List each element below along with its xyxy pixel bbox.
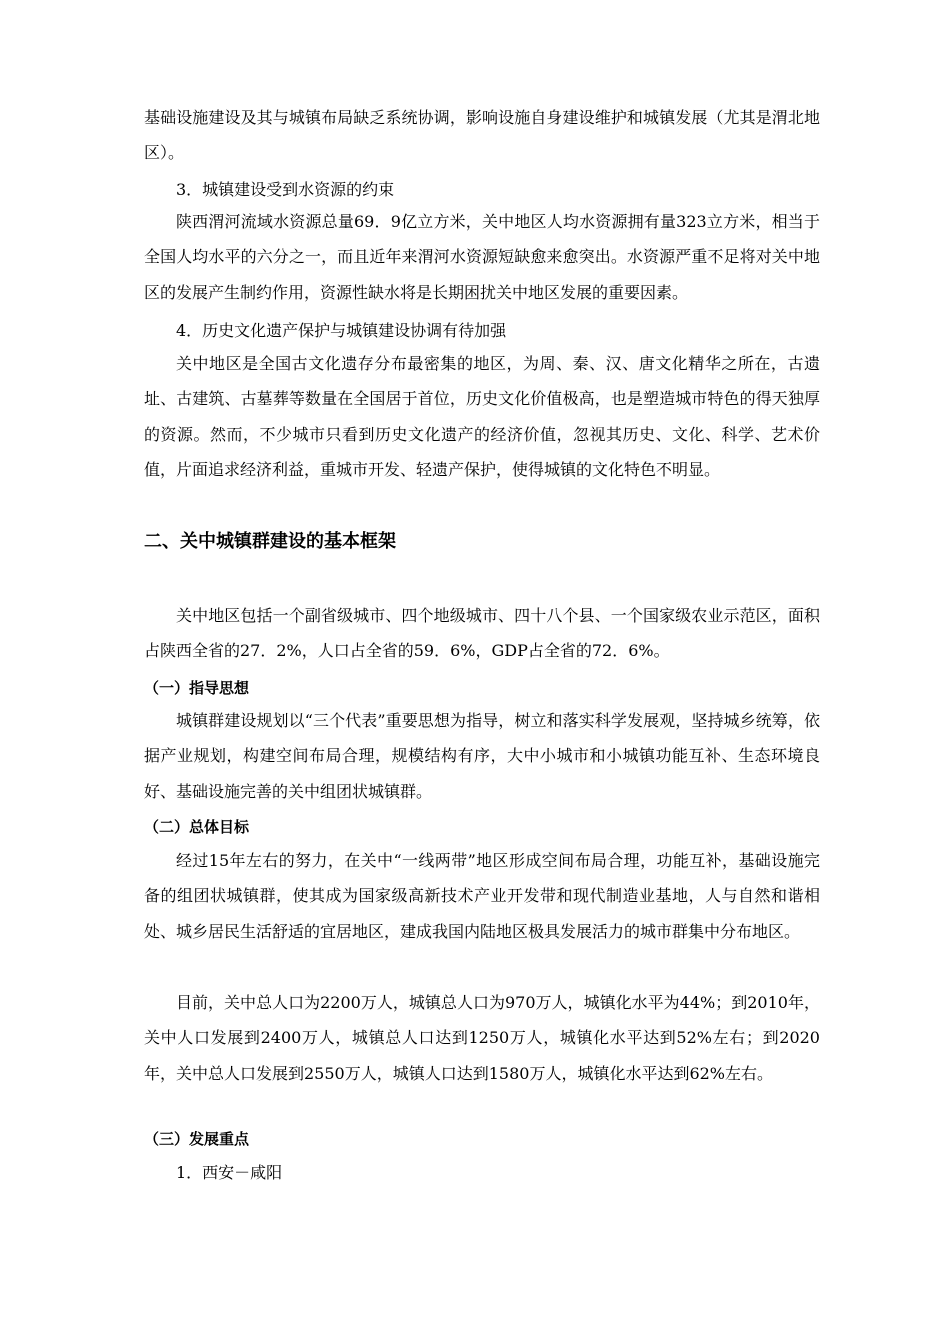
section-2-title: 二、关中城镇群建设的基本框架 — [144, 531, 396, 552]
item-1-title: 1．西安－咸阳 — [176, 1163, 283, 1182]
heading-overall-goal: （二）总体目标 — [144, 818, 250, 836]
paragraph-infrastructure: 基础设施建设及其与城镇布局缺乏系统协调，影响设施自身建设维护和城镇发展（尤其是渭北地区）。 — [144, 108, 820, 163]
paragraph-water-resources: 陕西渭河流域水资源总量69．9亿立方米，关中地区人均水资源拥有量323立方米，相当于全国人均水平的六分之一，而且近年来渭河水资源短缺愈来愈突出。水资源严重不足将对关中地区的发展产生制约作用，资源性缺水将是长期困扰关中地区发展的重要因素。 — [144, 212, 820, 302]
paragraph-cultural-heritage: 关中地区是全国古文化遗存分布最密集的地区，为周、秦、汉、唐文化精华之所在，古遗址、古建筑、古墓葬等数量在全国居于首位，历史文化价值极高，也是塑造城市特色的得天独厚的资源。然而，不少城市只看到历史文化遗产的经济价值，忽视其历史、文化、科学、艺术价值，片面追求经济利益，重城市开发、轻遗产保护，使得城镇的文化特色不明显。 — [144, 354, 820, 480]
paragraph-guanzhong-overview: 关中地区包括一个副省级城市、四个地级城市、四十八个县、一个国家级农业示范区，面积占陕西全省的27．2%，人口占全省的59．6%，GDP占全省的72．6%。 — [144, 606, 820, 661]
paragraph-guiding-ideology: 城镇群建设规划以“三个代表”重要思想为指导，树立和落实科学发展观，坚持城乡统筹，依据产业规划，构建空间布局合理，规模结构有序，大中小城市和小城镇功能互补、生态环境良好、基础设施完善的关中组团状城镇群。 — [144, 711, 820, 801]
paragraph-population-targets: 目前，关中总人口为2200万人，城镇总人口为970万人，城镇化水平为44%；到2010年，关中人口发展到2400万人，城镇总人口达到1250万人，城镇化水平达到52%左右；到2020年，关中总人口发展到2550万人，城镇人口达到1580万人，城镇化水平达到62%左右。 — [144, 993, 820, 1083]
item-3-title: 3．城镇建设受到水资源的约束 — [176, 180, 395, 199]
paragraph-overall-goal: 经过15年左右的努力，在关中“一线两带”地区形成空间布局合理，功能互补，基础设施完备的组团状城镇群，使其成为国家级高新技术产业开发带和现代制造业基地，人与自然和谐相处、城乡居民生活舒适的宜居地区，建成我国内陆地区极具发展活力的城市群集中分布地区。 — [144, 851, 820, 941]
heading-guiding-ideology: （一）指导思想 — [144, 679, 250, 697]
item-4-title: 4．历史文化遗产保护与城镇建设协调有待加强 — [176, 321, 507, 340]
heading-development-focus: （三）发展重点 — [144, 1130, 250, 1148]
